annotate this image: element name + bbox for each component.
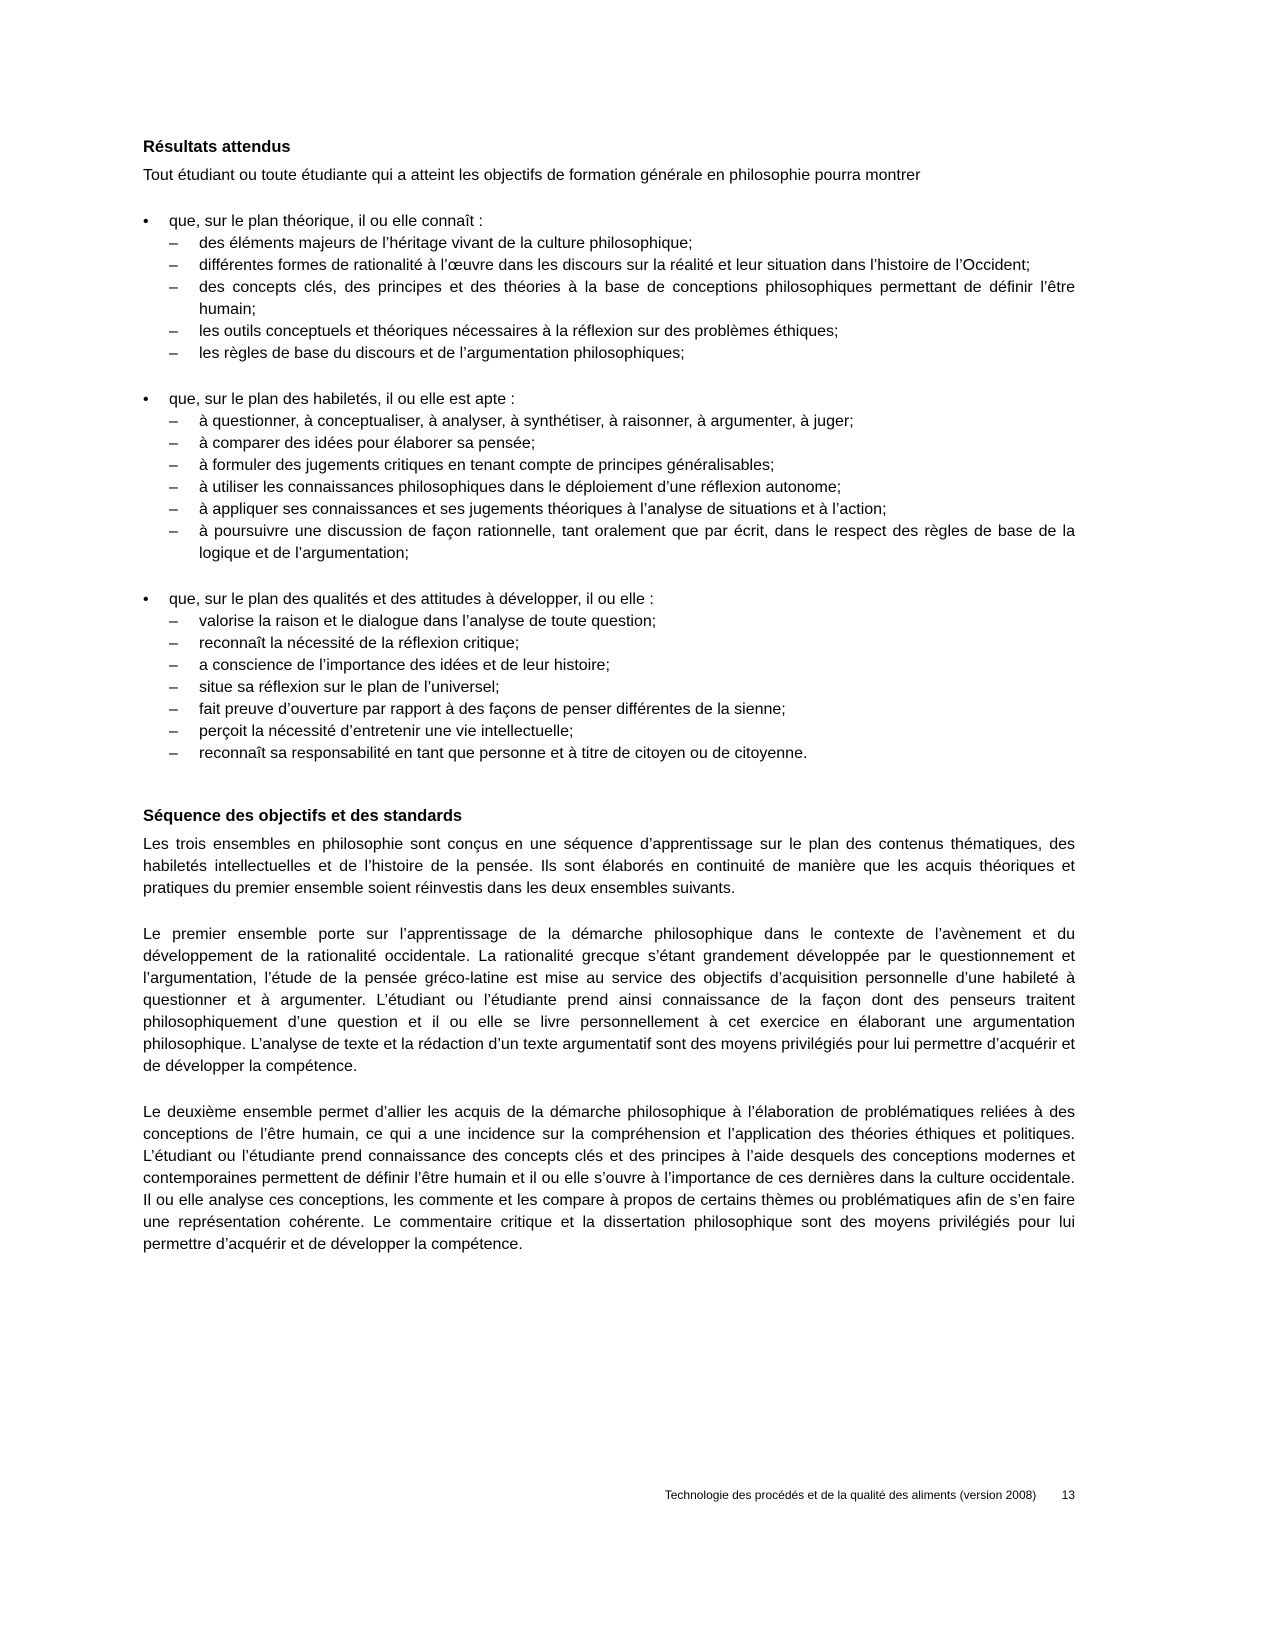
dash-icon: – xyxy=(169,257,178,274)
bullet-group-lead-row xyxy=(143,389,1075,411)
list-item xyxy=(143,255,1075,277)
list-item xyxy=(143,499,1075,521)
bullet-icon: • xyxy=(143,591,149,608)
bullet-group-items xyxy=(143,233,1075,365)
list-item xyxy=(143,655,1075,677)
footer-text: Technologie des procédés et de la qualité des aliments (version 2008) xyxy=(664,1488,1037,1502)
list-item-text: les outils conceptuels et théoriques nécessaires à la réflexion sur des problèmes éthiques; xyxy=(199,323,839,340)
dash-icon: – xyxy=(169,435,178,452)
bullet-icon: • xyxy=(143,391,149,408)
list-item-text: reconnaît sa responsabilité en tant que personne et à titre de citoyen ou de citoyenne. xyxy=(199,745,808,762)
bullet-group-lead: que, sur le plan des qualités et des attitudes à développer, il ou elle : xyxy=(169,591,654,608)
bullet-group-items xyxy=(143,411,1075,565)
bullet-group-lead-row xyxy=(143,211,1075,233)
dash-icon: – xyxy=(169,635,178,652)
list-item xyxy=(143,343,1075,365)
list-item-text: des éléments majeurs de l’héritage vivant de la culture philosophique; xyxy=(199,235,693,252)
list-item xyxy=(143,611,1075,633)
dash-icon: – xyxy=(169,679,178,696)
dash-icon: – xyxy=(169,501,178,518)
bullet-group-habiletes xyxy=(143,389,1075,565)
bullet-group-theorique xyxy=(143,211,1075,365)
page-number: 13 xyxy=(1061,1488,1075,1502)
dash-icon: – xyxy=(169,745,178,762)
dash-icon: – xyxy=(169,613,178,630)
dash-icon: – xyxy=(169,523,178,540)
list-item xyxy=(143,677,1075,699)
list-item-text: perçoit la nécessité d’entretenir une vie intellectuelle; xyxy=(199,723,574,740)
list-item-text: à appliquer ses connaissances et ses jugements théoriques à l’analyse de situations et à l’action; xyxy=(199,501,887,518)
page-content xyxy=(143,136,1075,1256)
list-item xyxy=(143,277,1075,321)
list-item xyxy=(143,233,1075,255)
dash-icon: – xyxy=(169,457,178,474)
bullet-group-qualites xyxy=(143,589,1075,765)
bullet-group-items xyxy=(143,611,1075,765)
list-item xyxy=(143,721,1075,743)
bullet-group-lead: que, sur le plan théorique, il ou elle connaît : xyxy=(169,213,483,230)
dash-icon: – xyxy=(169,235,178,252)
sequence-paragraph-1: Les trois ensembles en philosophie sont conçus en une séquence d’apprentissage sur le plan des contenus thématiques, des habiletés intellectuelles et de l’histoire de la pensée. Ils sont élaborés en continuité de manière que les acquis théoriques et pratiques du premier ensemble soient réinvestis dans les deux ensembles suivants. xyxy=(143,836,1075,897)
intro-paragraph: Tout étudiant ou toute étudiante qui a atteint les objectifs de formation générale en philosophie pourra montrer xyxy=(143,167,921,184)
bullet-group-lead-row xyxy=(143,589,1075,611)
page-footer xyxy=(143,1487,1075,1503)
list-item-text: différentes formes de rationalité à l’œuvre dans les discours sur la réalité et leur situation dans l’histoire de l’Occident; xyxy=(199,257,1031,274)
list-item xyxy=(143,633,1075,655)
list-item xyxy=(143,455,1075,477)
list-item xyxy=(143,521,1075,565)
list-item-text: à poursuivre une discussion de façon rationnelle, tant oralement que par écrit, dans le respect des règles de base de la logique et de l’argumentation; xyxy=(199,523,1075,562)
sequence-paragraph-2: Le premier ensemble porte sur l’apprentissage de la démarche philosophique dans le contexte de l’avènement et du développement de la rationalité occidentale. La rationalité grecque s’étant grandement développée par le questionnement et l’argumentation, l’étude de la pensée gréco-latine est mise au service des objectifs d’acquisition personnelle d’une habileté à questionner et à argumenter. L’étudiant ou l’étudiante prend ainsi connaissance de la façon dont des penseurs traitent philosophiquement d’une question et il ou elle se livre personnellement à cet exercice en élaborant une argumentation philosophique. L’analyse de texte et la rédaction d’un texte argumentatif sont des moyens privilégiés pour lui permettre d’acquérir et de développer la compétence. xyxy=(143,926,1075,1075)
list-item-text: à utiliser les connaissances philosophiques dans le déploiement d’une réflexion autonome; xyxy=(199,479,842,496)
list-item-text: à formuler des jugements critiques en tenant compte de principes généralisables; xyxy=(199,457,775,474)
dash-icon: – xyxy=(169,723,178,740)
list-item xyxy=(143,477,1075,499)
dash-icon: – xyxy=(169,413,178,430)
list-item-text: valorise la raison et le dialogue dans l’analyse de toute question; xyxy=(199,613,657,630)
list-item-text: a conscience de l’importance des idées et de leur histoire; xyxy=(199,657,610,674)
dash-icon: – xyxy=(169,345,178,362)
list-item-text: fait preuve d’ouverture par rapport à des façons de penser différentes de la sienne; xyxy=(199,701,786,718)
list-item-text: les règles de base du discours et de l’argumentation philosophiques; xyxy=(199,345,685,362)
list-item xyxy=(143,743,1075,765)
list-item-text: à comparer des idées pour élaborer sa pensée; xyxy=(199,435,536,452)
list-item xyxy=(143,321,1075,343)
list-item-text: reconnaît la nécessité de la réflexion critique; xyxy=(199,635,520,652)
dash-icon: – xyxy=(169,479,178,496)
list-item xyxy=(143,433,1075,455)
dash-icon: – xyxy=(169,279,178,296)
dash-icon: – xyxy=(169,323,178,340)
sequence-paragraph-3: Le deuxième ensemble permet d’allier les acquis de la démarche philosophique à l’élaboration de problématiques reliées à des conceptions de l’être humain, ce qui a une incidence sur la compréhension et l’application des théories éthiques et politiques. L’étudiant ou l’étudiante prend connaissance des concepts clés et des principes à l’aide desquels des conceptions modernes et contemporaines permettent de définir l’être humain et il ou elle s’ouvre à l’importance de ces dernières dans la culture occidentale. Il ou elle analyse ces conceptions, les commente et les compare à propos de certains thèmes ou problématiques afin de s’en faire une représentation cohérente. Le commentaire critique et la dissertation philosophique sont des moyens privilégiés pour lui permettre d’acquérir et de développer la compétence. xyxy=(143,1104,1075,1253)
list-item-text: des concepts clés, des principes et des théories à la base de conceptions philosophiques permettant de définir l’être humain; xyxy=(199,279,1075,318)
section-heading-sequence: Séquence des objectifs et des standards xyxy=(143,807,463,825)
dash-icon: – xyxy=(169,701,178,718)
dash-icon: – xyxy=(169,657,178,674)
bullet-group-lead: que, sur le plan des habiletés, il ou elle est apte : xyxy=(169,391,515,408)
section-heading-resultats: Résultats attendus xyxy=(143,138,291,156)
bullet-icon: • xyxy=(143,213,149,230)
list-item xyxy=(143,699,1075,721)
list-item-text: à questionner, à conceptualiser, à analyser, à synthétiser, à raisonner, à argumenter, à juger; xyxy=(199,413,854,430)
list-item-text: situe sa réflexion sur le plan de l’universel; xyxy=(199,679,500,696)
list-item xyxy=(143,411,1075,433)
